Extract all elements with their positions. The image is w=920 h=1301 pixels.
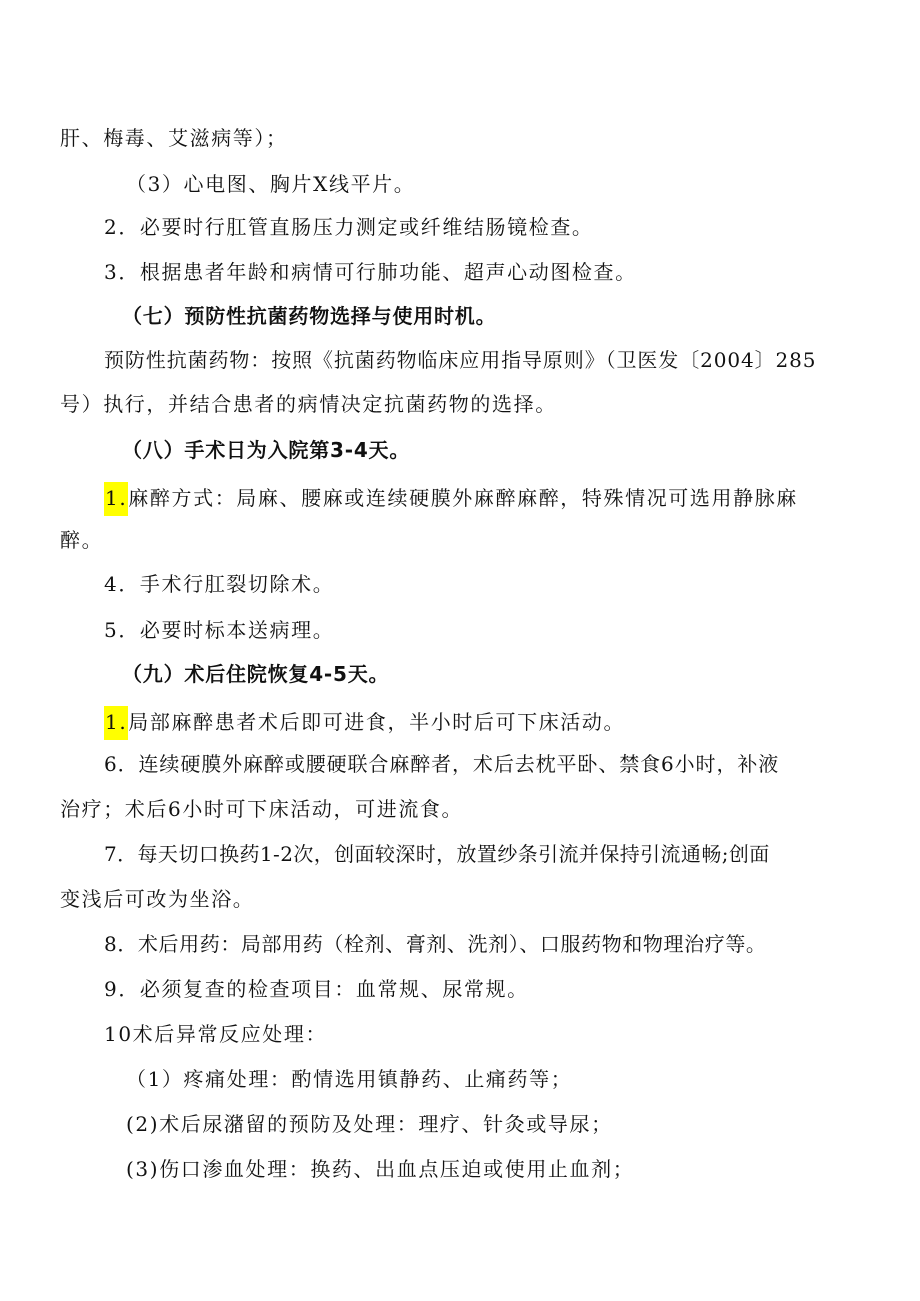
line-text: （3）心电图、胸片X线平片。 xyxy=(126,172,416,196)
section-heading xyxy=(122,302,496,330)
sub-list-item xyxy=(126,1110,613,1138)
line-text: 醉。 xyxy=(60,528,104,552)
line-text: 7．每天切口换药1-2次，创面较深时，放置纱条引流并保持引流通畅;创面 xyxy=(104,842,770,866)
line-text: 6．连续硬膜外麻醉或腰硬联合麻醉者，术后去枕平卧、禁食6小时，补液 xyxy=(104,752,780,776)
line-text: 2．必要时行肛管直肠压力测定或纤维结肠镜检查。 xyxy=(104,215,594,239)
heading-text: （九）术后住院恢复4-5天。 xyxy=(122,662,390,686)
line-text: 麻醉方式：局麻、腰麻或连续硬膜外麻醉麻醉，特殊情况可选用静脉麻 xyxy=(128,486,798,510)
list-item xyxy=(104,482,798,516)
line-text: (2)术后尿潴留的预防及处理：理疗、针灸或导尿； xyxy=(126,1112,613,1136)
line-text: 5．必要时标本送病理。 xyxy=(104,618,335,642)
section-heading xyxy=(122,436,410,464)
heading-text: （七）预防性抗菌药物选择与使用时机。 xyxy=(122,304,497,328)
sub-list-item xyxy=(126,1065,572,1093)
list-item xyxy=(104,930,767,958)
line-text: 8．术后用药：局部用药（栓剂、膏剂、洗剂）、口服药物和物理治疗等。 xyxy=(104,932,767,956)
line-text: 肝、梅毒、艾滋病等）； xyxy=(60,126,288,150)
paragraph-line xyxy=(60,390,557,418)
highlighted-number: 1. xyxy=(104,706,128,740)
paragraph-line xyxy=(60,885,254,913)
list-item xyxy=(104,213,594,241)
section-heading xyxy=(122,660,389,688)
heading-text: （八）手术日为入院第3-4天。 xyxy=(122,438,411,462)
line-text: 预防性抗菌药物：按照《抗菌药物临床应用指导原则》（卫医发〔2004〕285 xyxy=(104,348,817,372)
list-item xyxy=(104,840,770,868)
paragraph-line xyxy=(60,526,103,554)
line-text: （1）疼痛处理：酌情选用镇静药、止痛药等； xyxy=(126,1067,573,1091)
line-text: 10术后异常反应处理： xyxy=(104,1022,328,1046)
list-item xyxy=(104,1020,327,1048)
line-text: 号）执行，并结合患者的病情决定抗菌药物的选择。 xyxy=(60,392,557,416)
sub-list-item xyxy=(126,1155,634,1183)
line-text: 9．必须复查的检查项目：血常规、尿常规。 xyxy=(104,977,529,1001)
list-item xyxy=(104,975,529,1003)
line-text: 4．手术行肛裂切除术。 xyxy=(104,572,335,596)
line-text: 变浅后可改为坐浴。 xyxy=(60,887,255,911)
highlighted-number: 1. xyxy=(104,482,128,516)
line-text: (3)伤口渗血处理：换药、出血点压迫或使用止血剂； xyxy=(126,1157,635,1181)
list-item xyxy=(104,570,334,598)
line-text: 3．根据患者年龄和病情可行肺功能、超声心动图检查。 xyxy=(104,260,637,284)
list-item xyxy=(104,750,779,778)
line-text: 治疗；术后6小时可下床活动，可进流食。 xyxy=(60,797,464,821)
text-line xyxy=(60,124,288,152)
paragraph-line xyxy=(60,795,463,823)
list-item xyxy=(104,706,625,740)
line-text: 局部麻醉患者术后即可进食，半小时后可下床活动。 xyxy=(128,710,626,734)
list-item xyxy=(104,258,637,286)
paragraph-line xyxy=(104,346,816,374)
list-item xyxy=(126,170,415,198)
list-item xyxy=(104,616,334,644)
